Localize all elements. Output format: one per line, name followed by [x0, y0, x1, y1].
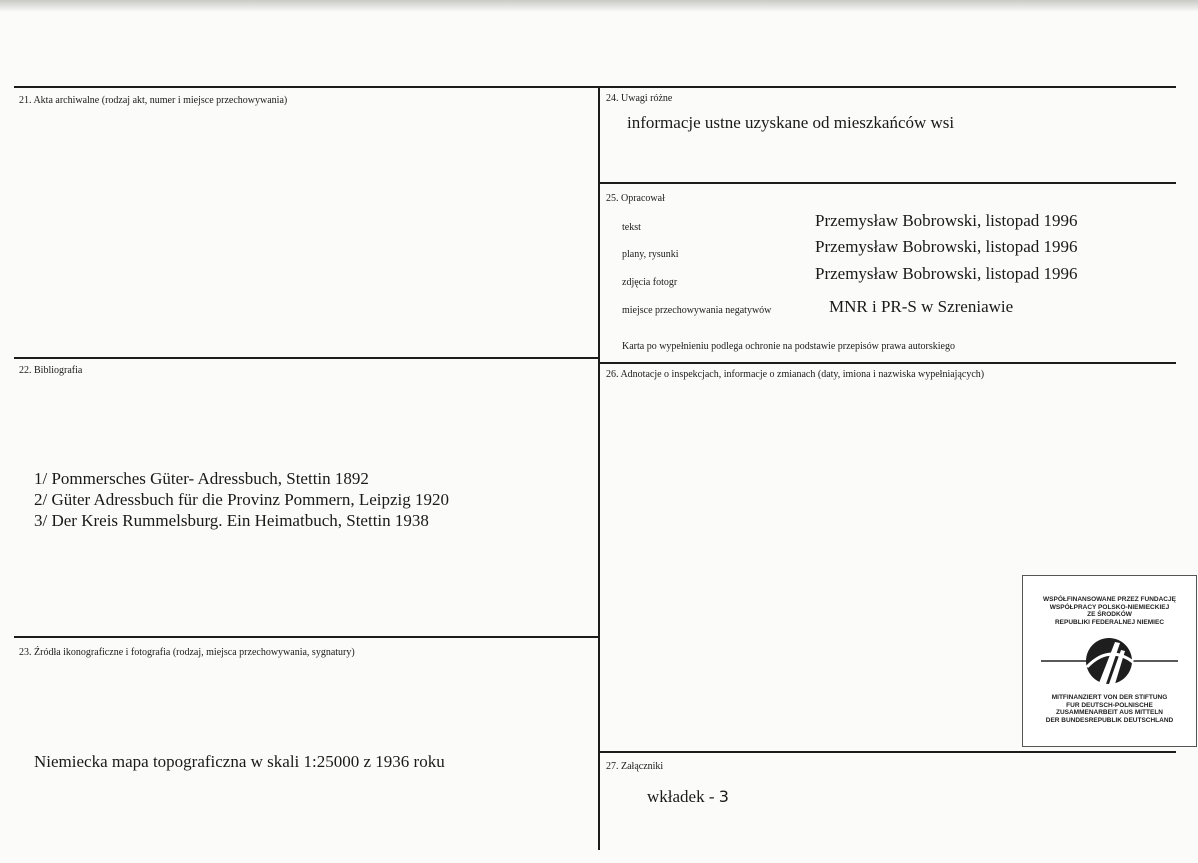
author-photos-label: zdjęcia fotogr: [622, 277, 678, 288]
top-rule: [14, 86, 1176, 88]
author-photos-value: Przemysław Bobrowski, listopad 1996: [815, 264, 1078, 283]
scan-shadow: [0, 0, 1198, 12]
rule-26-27: [600, 751, 1176, 753]
logo-bottom-line-1: MITFINANZIERT VON DER STIFTUNG: [1051, 694, 1168, 701]
logo-bottom-line-2: FUR DEUTSCH-POLNISCHE: [1066, 701, 1153, 709]
logo-bottom-line-4: DER BUNDESREPUBLIK DEUTSCHLAND: [1045, 716, 1174, 724]
logo-top-line-2: WSPÓŁPRACY POLSKO-NIEMIECKIEJ: [1049, 603, 1170, 611]
logo-polish-text: [1023, 596, 1196, 626]
rule-24-25: [600, 182, 1176, 184]
author-plans-label: plany, rysunki: [622, 249, 679, 260]
attachments-text: wkładek -: [647, 787, 715, 806]
rule-22-23: [14, 636, 598, 638]
bibliography-item-2: 2/ Güter Adressbuch für die Provinz Pommern, Leipzig 1920: [34, 490, 450, 509]
foundation-logo-box: [1022, 575, 1197, 747]
section-21-label: 21. Akta archiwalne (rodzaj akt, numer i miejsce przechowywania): [19, 95, 288, 106]
section-22-label: 22. Bibliografia: [19, 365, 83, 376]
section-26-label: 26. Adnotacje o inspekcjach, informacje o zmianach (daty, imiona i nazwiska wypełniających): [606, 369, 985, 380]
logo-top-line-1: WSPÓŁFINANSOWANE PRZEZ FUNDACJĘ: [1043, 596, 1176, 603]
negatives-location-label: miejsce przechowywania negatywów: [622, 305, 772, 316]
bibliography-item-1: 1/ Pommersches Güter- Adressbuch, Stettin 1892: [34, 469, 369, 488]
section-27-label: 27. Załączniki: [606, 761, 664, 772]
section-24-value: informacje ustne uzyskane od mieszkańców wsi: [627, 113, 955, 132]
attachments-count: 3: [718, 787, 729, 806]
center-divider: [598, 86, 600, 850]
section-23-label: 23. Źródła ikonograficzne i fotografia (rodzaj, miejsca przechowywania, sygnatury): [19, 647, 355, 658]
copyright-note: Karta po wypełnieniu podlega ochronie na podstawie przepisów prawa autorskiego: [622, 341, 955, 352]
logo-bottom-line-3: ZUSAMMENARBEIT AUS MITTELN: [1055, 709, 1163, 716]
rule-25-26: [600, 362, 1176, 364]
author-plans-value: Przemysław Bobrowski, listopad 1996: [815, 237, 1078, 256]
logo-top-line-4: REPUBLIKI FEDERALNEJ NIEMIEC: [1054, 618, 1165, 626]
negatives-location-value: MNR i PR-S w Szreniawie: [829, 297, 1014, 316]
foundation-emblem-icon: [1041, 636, 1178, 686]
rule-21-22: [14, 357, 598, 359]
attachments-value: [647, 787, 729, 807]
section-24-label: 24. Uwagi różne: [606, 93, 673, 104]
author-text-value: Przemysław Bobrowski, listopad 1996: [815, 211, 1078, 230]
logo-german-text: [1023, 694, 1196, 724]
logo-top-line-3: ZE ŚRODKÓW: [1087, 611, 1132, 618]
section-25-label: 25. Opracował: [606, 193, 665, 204]
section-23-value: Niemiecka mapa topograficzna w skali 1:25000 z 1936 roku: [34, 752, 445, 771]
bibliography-item-3: 3/ Der Kreis Rummelsburg. Ein Heimatbuch, Stettin 1938: [34, 511, 429, 530]
bibliography-list: [34, 468, 449, 531]
author-text-label: tekst: [622, 222, 641, 233]
